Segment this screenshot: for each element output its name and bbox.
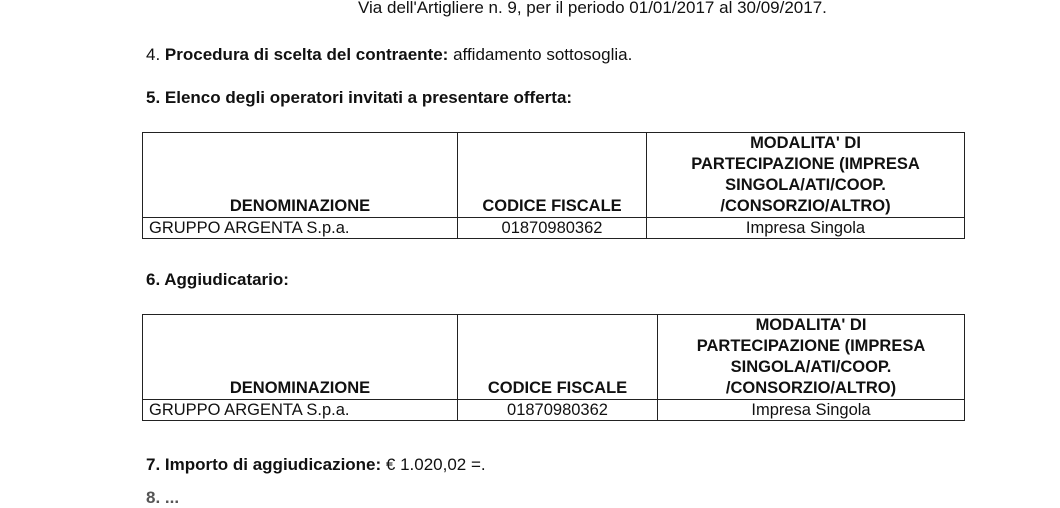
header-modalita-line: MODALITA' DI (755, 316, 867, 334)
invited-operators-table (142, 132, 965, 239)
section-3-continuation: Via dell'Artigliere n. 9, per il periodo 01/01/2017 al 30/09/2017. (358, 0, 827, 17)
header-modalita-line: /CONSORZIO/ALTRO) (720, 197, 891, 215)
section-5-title: 5. Elenco degli operatori invitati a presentare offerta: (146, 88, 573, 107)
header-modalita (658, 315, 965, 400)
cell-denominazione: GRUPPO ARGENTA S.p.a. (143, 400, 458, 421)
cell-codice-fiscale: 01870980362 (458, 218, 647, 239)
section-7-amount (146, 455, 486, 475)
section-7-label: 7. Importo di aggiudicazione: (146, 455, 382, 474)
header-modalita-line: PARTECIPAZIONE (IMPRESA (696, 337, 926, 355)
section-7-value: € 1.020,02 =. (381, 455, 486, 474)
table-header-row (143, 133, 965, 218)
header-codice-fiscale: CODICE FISCALE (458, 133, 647, 218)
section-6-title: 6. Aggiudicatario: (146, 270, 289, 289)
header-modalita-line: /CONSORZIO/ALTRO) (725, 379, 897, 397)
section-4-label: Procedura di scelta del contraente: (164, 45, 449, 64)
cell-denominazione: GRUPPO ARGENTA S.p.a. (143, 218, 458, 239)
header-denominazione: DENOMINAZIONE (143, 315, 458, 400)
cell-codice-fiscale: 01870980362 (458, 400, 658, 421)
section-4-number: 4. (146, 45, 161, 64)
header-codice-fiscale: CODICE FISCALE (458, 315, 658, 400)
section-8-cut-off: 8. ... (146, 488, 180, 507)
header-modalita-line: SINGOLA/ATI/COOP. (730, 358, 892, 376)
section-4-procedure (146, 45, 632, 65)
header-modalita-line: MODALITA' DI (750, 134, 861, 152)
table-header-row (143, 315, 965, 400)
table-row (143, 400, 965, 421)
section-4-value: affidamento sottosoglia. (448, 45, 633, 64)
header-modalita-line: PARTECIPAZIONE (IMPRESA (691, 155, 920, 173)
cell-modalita: Impresa Singola (658, 400, 965, 421)
table-row (143, 218, 965, 239)
cell-modalita: Impresa Singola (647, 218, 965, 239)
header-modalita (647, 133, 965, 218)
awardee-table (142, 314, 965, 421)
header-denominazione: DENOMINAZIONE (143, 133, 458, 218)
header-modalita-line: SINGOLA/ATI/COOP. (725, 176, 886, 194)
